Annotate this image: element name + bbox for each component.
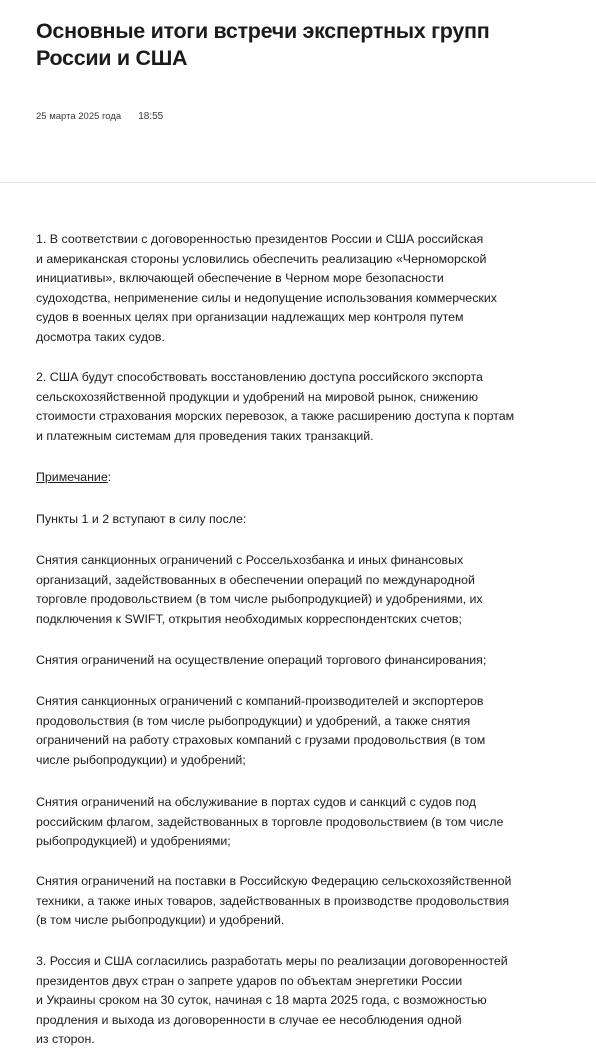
condition-2: Снятия ограничений на осуществление операций торгового финансирования; bbox=[36, 653, 487, 667]
condition-5: Снятия ограничений на поставки в Российскую Федерацию сельскохозяйственной техники, а также иных товаров, задействованных в производстве продовольствия (в том числе рыбопродукции) и удобрений. bbox=[36, 874, 512, 928]
header-divider bbox=[0, 182, 596, 183]
note-heading bbox=[36, 468, 111, 488]
note-label: Примечание bbox=[36, 470, 108, 484]
publish-time: 18:55 bbox=[138, 111, 164, 122]
publish-date: 25 марта 2025 года bbox=[36, 111, 122, 122]
paragraph-2: 2. США будут способствовать восстановлению доступа российского экспорта сельскохозяйственной продукции и удобрений на мировой рынок, снижению стоимости страхования морских перевозок, а также расширению доступа к портам и платежным системам для проведения таких транзакций. bbox=[36, 370, 515, 443]
condition-4: Снятия ограничений на обслуживание в портах судов и санкций с судов под российским флагом, задействованных в торговле продовольствием (в том числе рыбопродукцией) и удобрениями; bbox=[36, 795, 504, 849]
page-title: Основные итоги встречи экспертных групп России и США bbox=[36, 19, 490, 70]
article-meta bbox=[36, 111, 163, 122]
note-intro: Пункты 1 и 2 вступают в силу после: bbox=[36, 512, 247, 526]
condition-3: Снятия санкционных ограничений с компаний-производителей и экспортеров продовольствия (в том числе рыбопродукции) и удобрений, а также снятия ограничений на работу страховых компаний с грузами продовольствия (в том числе рыбопродукции) и удобрений; bbox=[36, 694, 486, 767]
paragraph-1: 1. В соответствии с договоренностью президентов России и США российская и американская стороны условились обеспечить реализацию «Черноморской инициативы», включающей обеспечение в Черном море безопасности судоходства, неприменение силы и недопущение использования коммерческих судов в военных целях при организации надлежащих мер контроля путем досмотра таких судов. bbox=[36, 232, 497, 344]
condition-1: Снятия санкционных ограничений с Россельхозбанка и иных финансовых организаций, задействованных в обеспечении операций по международной торговле продовольствием (в том числе рыбопродукцией) и удобрениями, их подключения к SWIFT, открытия необходимых корреспондентских счетов; bbox=[36, 553, 483, 626]
note-colon: : bbox=[107, 470, 112, 484]
paragraph-3: 3. Россия и США согласились разработать меры по реализации договоренностей президентов двух стран о запрете ударов по объектам энергетики России и Украины сроком на 30 суток, начиная с 18 марта 2025 года, с возможностью продления и выхода из договоренности в случае ее несоблюдения одной из сторон. bbox=[36, 954, 508, 1047]
